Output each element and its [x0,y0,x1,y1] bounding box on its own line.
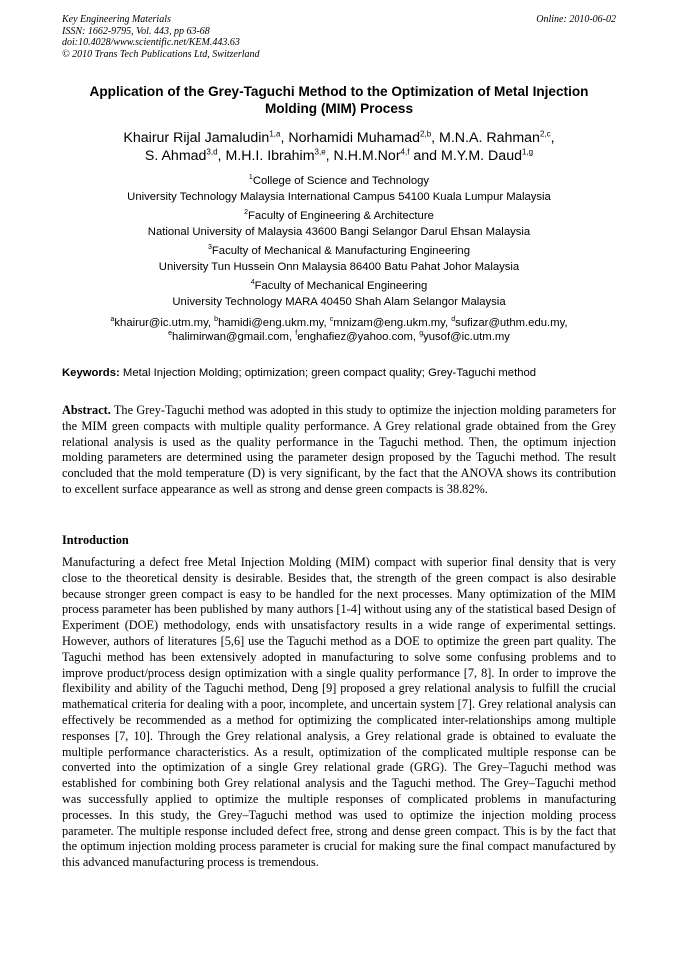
online-date: Online: 2010-06-02 [536,14,616,25]
affiliation [40,278,638,310]
email-sup: a [110,316,115,324]
abstract-label: Abstract. [62,403,111,417]
author-sep: , [280,130,289,146]
introduction-heading: Introduction [62,533,129,547]
affiliation-number: 2 [244,209,249,217]
affiliation [40,173,638,205]
author-sep: and [409,148,442,164]
affiliation-list [40,173,638,344]
affiliation [40,208,638,240]
keywords [62,366,616,380]
author-name: S. Ahmad [144,148,207,164]
author-name: M.H.I. Ibrahim [225,148,315,164]
author-sup: 2,c [539,129,551,139]
email-address: enghafiez@yahoo.com, [297,331,420,343]
author [123,130,288,146]
email-sup: b [214,316,219,324]
email-address: yusof@ic.utm.my [423,331,510,343]
affiliation-dept: Faculty of Mechanical Engineering [254,280,428,292]
author-sep: , [550,130,555,146]
email-sup: e [168,330,173,338]
author [225,148,333,164]
email-sup: c [329,316,334,324]
author [145,148,226,164]
author-list [40,129,638,165]
copyright-line: © 2010 Trans Tech Publications Ltd, Switzerland [62,48,260,60]
journal-name: Key Engineering Materials [62,14,171,25]
email-address: mnizam@eng.ukm.my, [333,317,452,329]
email-sup: d [451,316,456,324]
author-name: M.N.A. Rahman [439,130,540,146]
author-sup: 2,b [420,129,432,139]
abstract-text: The Grey-Taguchi method was adopted in this study to optimize the injection molding parameters for the MIM green compacts with multiple quality performance. A Grey relational grade obtained from the Grey relational analysis is used as the quality performance in the Taguchi method. Then, the optimum injection molding parameters are determined using the parameter design proposed by the Taguchi method. The result concluded that the mold temperature (D) is very significant, by the fact that the ANOVA shows its contribution to excellent surface appearance as well as strong and dense green compacts is 38.82%. [62,403,616,496]
author-name: Khairur Rijal Jamaludin [123,130,270,146]
affiliation-number: 3 [208,244,212,252]
author-sep: , [217,148,226,164]
author-name: N.H.M.Nor [333,148,401,164]
affiliation-institution: University Tun Hussein Onn Malaysia 86400 Batu Pahat Johor Malaysia [158,261,520,273]
author-sup: 3,d [206,147,218,157]
email-sup: f [295,330,298,338]
paper-title: Application of the Grey-Taguchi Method to the Optimization of Metal Injection Molding (MIM) Process [89,84,589,116]
affiliation-institution: University Technology Malaysia International Campus 54100 Kuala Lumpur Malaysia [127,191,551,203]
email-address: sufizar@uthm.edu.my, [455,317,568,329]
author-sup: 3,e [314,147,326,157]
author-name: Norhamidi Muhamad [288,130,421,146]
affiliation-number: 4 [250,279,255,287]
affiliation-institution: National University of Malaysia 43600 Bangi Selangor Darul Ehsan Malaysia [147,226,531,238]
author [441,148,533,164]
author-sep: , [431,130,440,146]
email-address: hamidi@eng.ukm.my, [218,317,330,329]
affiliation [40,243,638,275]
affiliation-institution: University Technology MARA 40450 Shah Alam Selangor Malaysia [172,296,506,308]
introduction-body: Manufacturing a defect free Metal Injection Molding (MIM) compact with superior final density that is very close to the theoretical density is desirable. Besides that, the strength of the green compact is also desirable because stronger green compact is easy to be handled for the next processes. Many optimization of the MIM process parameter has been published by many authors [1-4] without using any of the statistical based Design of Experiment (DOE) methodology, ends with unsatisfactory results in a wide range of experimental settings. However, authors of literatures [5,6] use the Taguchi method as a DOE to optimize the green part quality. The Taguchi method has been extensively adopted in manufacturing to solve some confusing problems and to improve product/process design optimization with a single quality performance [7, 8]. In order to improve the flexibility and ability of the Taguchi method, Deng [9] proposed a grey relational analysis to fulfill the crucial mathematical criteria for dealing with a poor, incomplete, and uncertain system [7]. Grey relational analysis can effectively be recommended as a method for optimizing the complicated inter-relationships among multiple responses [7, 10]. Through the Grey relational analysis, a Grey relational grade is obtained to evaluate the multiple performance characteristics. As a result, optimization of the complicated multiple response can be converted into the optimization of a single Grey relational grade (GRG). The Grey–Taguchi method was established for combining both Grey relational analysis and the Taguchi method. The Grey–Taguchi method was successfully applied to optimize the multiple responses of complicated problems in manufacturing processes. In this study, the Grey–Taguchi method was used to optimize the injection molding process parameter. The multiple response included defect free, strong and dense green compact. This is by the fact that the optimum injection molding process parameter is crucial for making sure the final compact manufactured by this advanced manufacturing process is tremendous. [62,555,616,870]
email-list [40,316,638,344]
email-address: halimirwan@gmail.com, [172,331,296,343]
affiliation-dept: Faculty of Mechanical & Manufacturing Engineering [211,245,470,257]
abstract [62,403,616,498]
affiliation-dept: Faculty of Engineering & Architecture [248,210,434,222]
author-sup: 1,a [269,129,281,139]
author [288,130,439,146]
journal-header [62,14,616,60]
affiliation-number: 1 [248,174,253,182]
keywords-text: Metal Injection Molding; optimization; green compact quality; Grey-Taguchi method [119,367,537,379]
author-sup: 1,g [521,147,534,157]
author-sep: , [325,148,334,164]
email-address: khairur@ic.utm.my, [114,317,215,329]
author [334,148,441,164]
doi-line: doi:10.4028/www.scientific.net/KEM.443.63 [62,37,240,48]
author-sup: 4,f [400,147,410,157]
email-sup: g [419,330,424,338]
issn-line: ISSN: 1662-9795, Vol. 443, pp 63-68 [62,25,210,37]
author-name: M.Y.M. Daud [441,148,522,164]
keywords-label: Keywords: [62,367,120,379]
affiliation-dept: College of Science and Technology [252,175,430,187]
author [439,130,555,146]
